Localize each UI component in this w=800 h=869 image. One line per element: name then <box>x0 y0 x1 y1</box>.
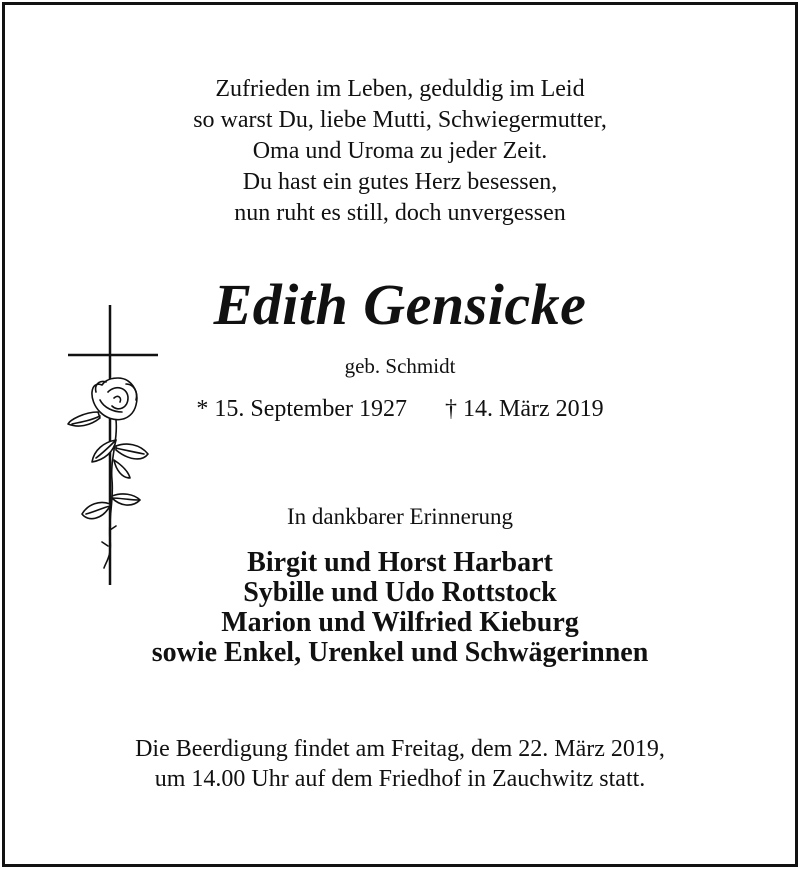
cross-with-rose <box>60 300 170 590</box>
death-date: † 14. März 2019 <box>445 396 604 422</box>
poem-line: so warst Du, liebe Mutti, Schwiegermutter, <box>193 107 607 133</box>
poem-line: Oma und Uroma zu jeder Zeit. <box>252 138 548 164</box>
mourner-line: sowie Enkel, Urenkel und Schwägerinnen <box>151 637 649 668</box>
mourner-line: Birgit und Horst Harbart <box>247 547 553 578</box>
birth-date: * 15. September 1927 <box>196 396 407 422</box>
funeral-info <box>0 734 800 794</box>
mourner-line: Marion und Wilfried Kieburg <box>221 607 579 638</box>
mourner-line: Sybille und Udo Rottstock <box>243 577 557 608</box>
maiden-name: geb. Schmidt <box>344 354 456 378</box>
funeral-line: Die Beerdigung findet am Freitag, dem 22. März 2019, <box>135 736 665 762</box>
poem-line: nun ruht es still, doch unvergessen <box>234 200 566 226</box>
deceased-name: Edith Gensicke <box>213 272 587 337</box>
poem-line: Du hast ein gutes Herz besessen, <box>242 169 558 195</box>
memory-line: In dankbarer Erinnerung <box>286 504 514 529</box>
poem-line: Zufrieden im Leben, geduldig im Leid <box>215 76 585 102</box>
funeral-line: um 14.00 Uhr auf dem Friedhof in Zauchwitz statt. <box>154 766 646 792</box>
rose-icon <box>68 378 148 568</box>
poem <box>0 74 800 229</box>
mourners-list <box>0 548 800 668</box>
